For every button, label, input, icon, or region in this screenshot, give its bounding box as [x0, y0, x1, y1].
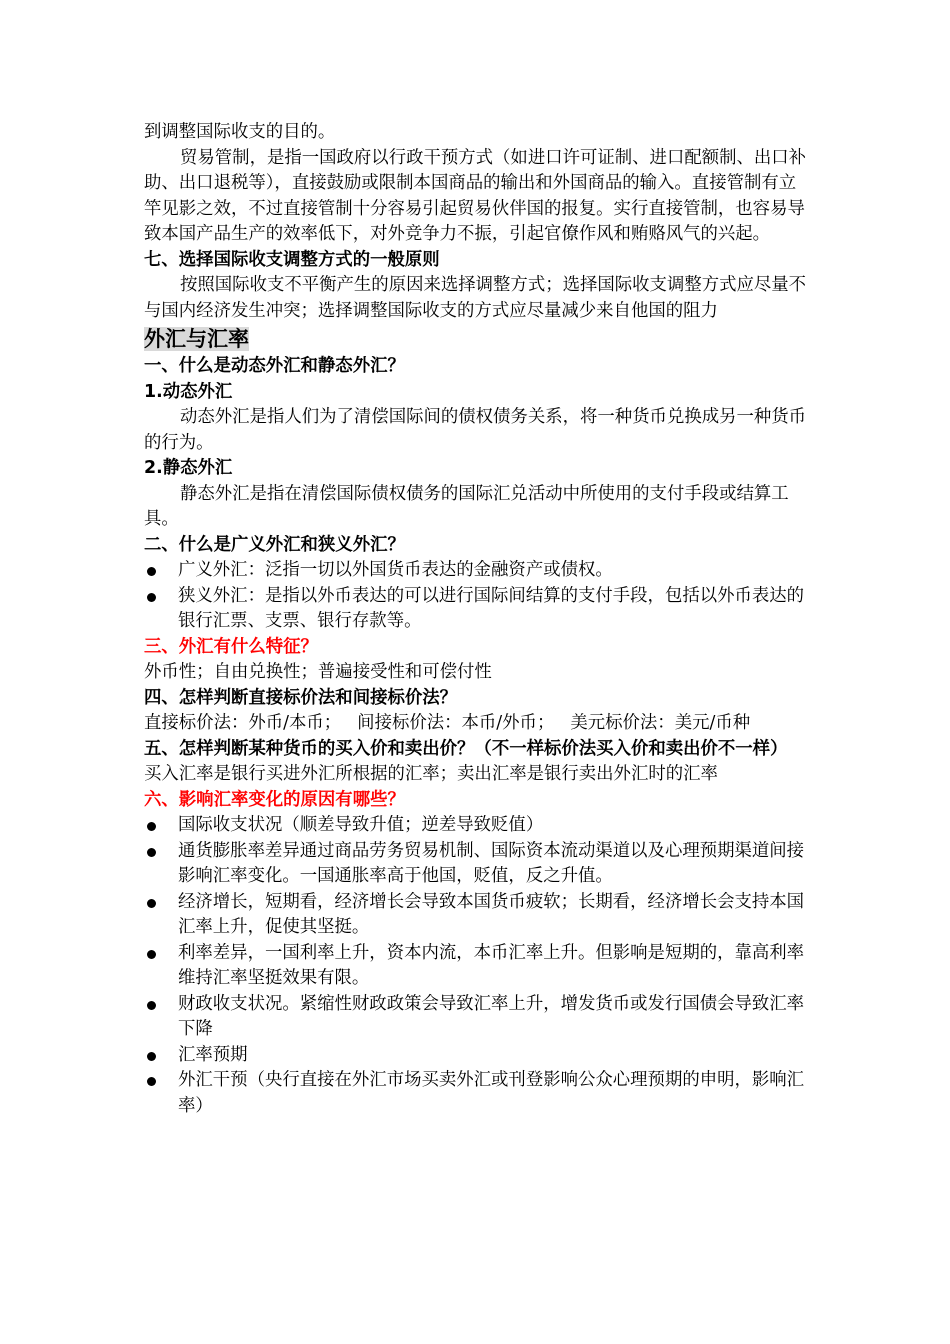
bullet-icon	[147, 848, 156, 857]
list-item	[144, 992, 812, 1043]
list-item-text: 国际收支状况（顺差导致升值；逆差导致贬值）	[178, 815, 544, 835]
list-item	[144, 1068, 812, 1119]
list-item	[144, 941, 812, 992]
chapter-title	[144, 324, 812, 354]
document-body	[144, 120, 812, 1119]
heading-question-6: 六、影响汇率变化的原因有哪些？	[144, 789, 405, 810]
bullet-icon	[147, 950, 156, 959]
bullet-icon	[147, 567, 156, 576]
chapter-title-text: 外汇与汇率	[144, 327, 249, 351]
paragraph-dynamic-fx: 动态外汇是指人们为了清偿国际间的债权债务关系，将一种货币兑换成另一种货币的行为。	[144, 407, 807, 453]
paragraph-section-7: 按照国际收支不平衡产生的原因来选择调整方式；选择国际收支调整方式应尽量不与国内经济发生冲突；选择调整国际收支的方式应尽量减少来自他国的阻力	[144, 275, 807, 321]
heading-question-2: 二、什么是广义外汇和狭义外汇？	[144, 534, 405, 555]
list-item-text: 经济增长，短期看，经济增长会导致本国货币疲软；长期看，经济增长会支持本国汇率上升，促使其坚挺。	[178, 891, 805, 937]
subheading-dynamic-fx: 1.动态外汇	[144, 381, 233, 402]
paragraph-fx-features: 外币性；自由兑换性；普遍接受性和可偿付性	[144, 662, 492, 682]
list-item	[144, 890, 812, 941]
bullet-icon	[147, 1052, 156, 1061]
bullet-icon	[147, 593, 156, 602]
bullet-icon	[147, 1001, 156, 1010]
list-item-text: 通货膨胀率差异通过商品劳务贸易机制、国际资本流动渠道以及心理预期渠道间接影响汇率变化。一国通胀率高于他国，贬值，反之升值。	[178, 840, 805, 886]
usd-quotation: 美元标价法：美元/币种	[570, 713, 751, 733]
quotation-methods	[144, 711, 812, 737]
list-item	[144, 1043, 812, 1069]
subheading-static-fx: 2.静态外汇	[144, 458, 233, 478]
heading-section-7: 七、选择国际收支调整方式的一般原则	[144, 249, 440, 270]
heading-question-5: 五、怎样判断某种货币的买入价和卖出价？（不一样标价法买入价和卖出价不一样）	[144, 738, 788, 759]
paragraph-trade-control: 贸易管制，是指一国政府以行政干预方式（如进口许可证制、进口配额制、出口补助、出口退税等），直接鼓励或限制本国商品的输出和外国商品的输入。直接管制有立竿见影之效，不过直接管制十分容易引起贸易伙伴国的报复。实行直接管制，也容易导致本国产品生产的效率低下，对外竞争力不振，引起官僚作风和贿赂风气的兴起。	[144, 147, 807, 244]
paragraph-static-fx: 静态外汇是指在清偿国际债权债务的国际汇兑活动中所使用的支付手段或结算工具。	[144, 483, 789, 529]
bullet-icon	[147, 822, 156, 831]
bullet-icon	[147, 1077, 156, 1086]
list-item-text: 广义外汇：泛指一切以外国货币表达的金融资产或债权。	[178, 560, 613, 580]
heading-question-1: 一、什么是动态外汇和静态外汇？	[144, 356, 405, 376]
heading-question-3: 三、外汇有什么特征？	[144, 636, 318, 657]
list-item-text: 汇率预期	[178, 1044, 248, 1065]
bullet-icon	[147, 899, 156, 908]
list-item	[144, 839, 812, 890]
direct-quotation: 直接标价法：外币/本币；	[144, 713, 342, 733]
heading-question-4: 四、怎样判断直接标价法和间接标价法？	[144, 687, 458, 708]
list-item	[144, 558, 812, 584]
list-item-text: 利率差异，一国利率上升，资本内流，本币汇率上升。但影响是短期的，靠高利率维持汇率坚挺效果有限。	[178, 942, 805, 988]
list-item-text: 外汇干预（央行直接在外汇市场买卖外汇或刊登影响公众心理预期的申明，影响汇率）	[178, 1070, 805, 1116]
indirect-quotation: 间接标价法：本币/外币；	[357, 713, 555, 733]
list-item	[144, 584, 812, 635]
paragraph-continuation: 到调整国际收支的目的。	[144, 122, 336, 142]
list-item	[144, 813, 812, 839]
list-item-text: 狭义外汇：是指以外币表达的可以进行国际间结算的支付手段，包括以外币表达的银行汇票、支票、银行存款等。	[178, 585, 805, 631]
paragraph-buy-sell-rate: 买入汇率是银行买进外汇所根据的汇率；卖出汇率是银行卖出外汇时的汇率	[144, 764, 718, 784]
list-item-text: 财政收支状况。紧缩性财政政策会导致汇率上升，增发货币或发行国债会导致汇率下降	[178, 993, 805, 1039]
